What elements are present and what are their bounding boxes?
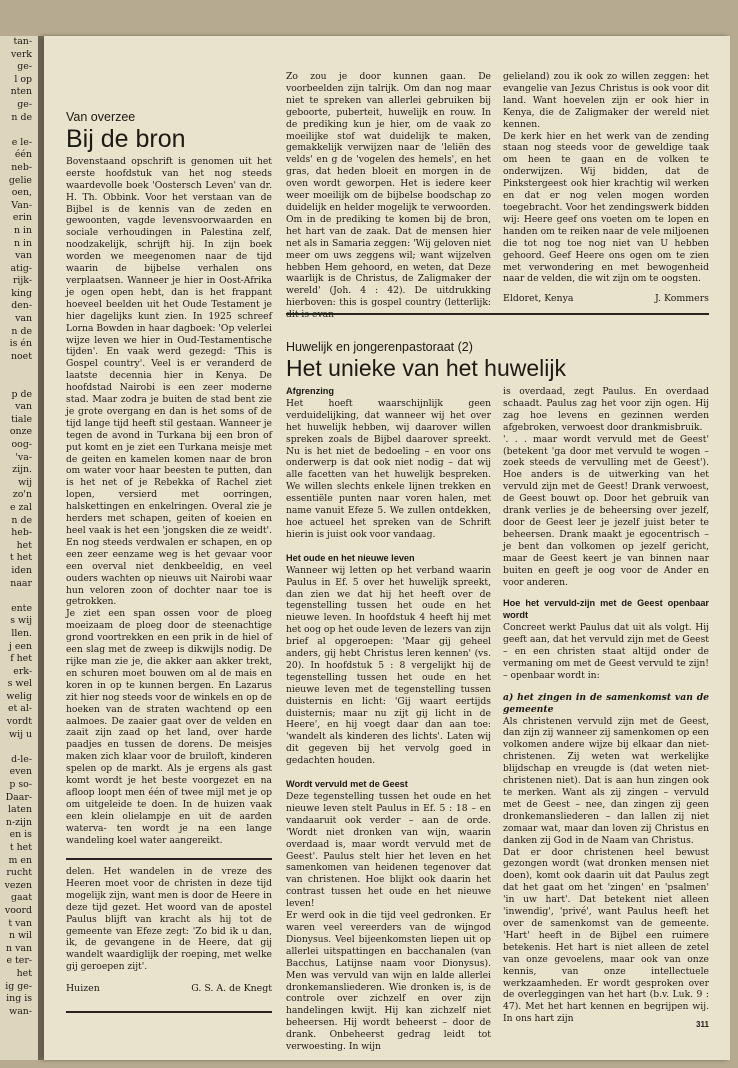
previous-page-fragments xyxy=(0,36,38,1018)
signature-author: J. Kommers xyxy=(654,293,709,305)
previous-page-fragment: n in xyxy=(13,237,32,249)
previous-page-fragment: den- xyxy=(11,300,32,312)
article2-paragraph-1: Het hoeft waarschijnlijk geen verduidelijking, dat wanneer wij het over het huwelijk hebben, wij daarover willen spreken zoals de Bijbel daarover spreekt. Nu is het niet de bedoeling – en voor ons onderwerp is dat ook niet nodig – dat wij alle facetten van het huwelijk bespreken. We willen slechts enkele lijnen trekken en essentiële punten naar voren halen, met name vanuit Efeze 5. We zullen ontdekken, hoe actueel het spreken van de Schrift hierin is juist ook voor vandaag. xyxy=(286,397,491,540)
previous-page-fragment: tan- xyxy=(13,36,32,47)
previous-page-fragment: l op xyxy=(14,73,32,85)
article1-column-2 xyxy=(286,71,491,321)
column1-bottom-rule xyxy=(66,1011,272,1013)
subheading-vervuld-geest: Wordt vervuld met de Geest xyxy=(286,779,408,790)
article2-column-1 xyxy=(286,386,491,1053)
page-number: 311 xyxy=(696,1020,709,1029)
previous-page-fragment: iden xyxy=(11,564,32,576)
article2-paragraph-4: Er werd ook in die tijd veel gedronken. Er waren veel vereerders van de wijngod Dionysus. Veel bijeenkomsten liepen uit op allerlei uitspattingen en bacchanalen (van Bacchus, Latijnse naam voor Dionysus). Men was vervuld van wijn en lalde allerlei dronkemansliederen. Wie dronken is, is de controle over zichzelf en over zijn handelingen kwijt. Hij kan zichzelf niet beheersen. Hij wordt beheerst – door de drank. Onbeheerst gedrag leidt tot verwoesting. In wijn xyxy=(286,910,491,1053)
previous-page-fragment: rucht xyxy=(6,867,32,879)
previous-page-fragment: wan- xyxy=(9,1005,32,1017)
previous-page-fragment: het xyxy=(16,539,32,551)
previous-page-fragment: t het xyxy=(9,552,32,564)
previous-page-fragment: e le- xyxy=(11,136,32,148)
previous-page-fragment: m en xyxy=(8,854,32,866)
article2-paragraph-5: is overdaad, zegt Paulus. En overdaad schaadt. Paulus zag het voor zijn ogen. Hij zag hoe levens en gezinnen werden afgebroken, verwoest door drankmisbruik. xyxy=(503,386,709,433)
previous-page-fragment xyxy=(0,741,38,754)
article1-separator xyxy=(66,858,272,860)
previous-page-fragment: ente xyxy=(11,602,32,614)
previous-page-fragment: t van xyxy=(8,917,32,929)
subheading-afgrenzing: Afgrenzing xyxy=(286,386,334,396)
article2-header xyxy=(286,340,709,384)
previous-page-fragment: erk- xyxy=(13,665,32,677)
previous-page-fragment: neb- xyxy=(11,161,32,173)
previous-page-fragment: j een xyxy=(8,640,32,652)
previous-page-fragment: oog- xyxy=(11,439,32,450)
article2-paragraph-2: Wanneer wij letten op het verband waarin Paulus in Ef. 5 over het huwelijk spreekt, dan zien we dat hij het heeft over de tegenstelling tussen het oude en het nieuwe leven. In hoofdstuk 4 heeft hij met het oog op het oude leven de lezers van zijn brief al opgeroepen: 'Maar gij geheel anders, gij hebt Christus leren kennen' (vs. 20). In hoofdstuk 5 : 8 vergelijkt hij de tegenstelling tussen het oude en het nieuwe leven met de tegenstelling tussen duisternis en licht: 'Gij waart eertijds duisternis; maar nu zijt gij licht in de Heere', en hij voegt daar dan aan toe: 'wandelt als kinderen des lichts'. Laten wij dit gegeven bij het vervolg goed in gedachten houden. xyxy=(286,564,491,767)
previous-page-fragment: s wel xyxy=(7,678,32,690)
previous-page-fragment: et al- xyxy=(7,703,32,715)
article2-kicker: Huwelijk en jongerenpastoraat (2) xyxy=(286,340,473,354)
previous-page-fragment: onze xyxy=(9,426,32,438)
previous-page-fragment: is én xyxy=(9,338,32,350)
previous-page-fragment: king xyxy=(11,287,32,299)
previous-page-fragment: Daar- xyxy=(5,791,32,803)
previous-page-fragment: gelie xyxy=(8,174,32,186)
article1-title: Bij de bron xyxy=(66,124,186,153)
previous-page-fragment: Van- xyxy=(11,199,32,211)
previous-page-fragment: vezen xyxy=(4,879,32,891)
previous-page-fragment: n van xyxy=(6,942,32,954)
previous-page-fragment: van xyxy=(15,250,32,262)
article1-paragraph-2: Je ziet een span ossen voor de ploeg moeizaam de ploeg door de steenachtige grond voortrekken en een prik in de hiel of een slag met de zweep is dikwijls nodig. De rijke man zie je, die akker aan akker trekt, en schuren moet bouwen om al de mais en koren in op te kunnen bergen. En Lazarus zit hier nog steeds voor de winkels en op de hoeken van de straten wachtend op een aalmoes. De zaaier gaat over de velden en zaait zijn zaad op het land, over harde paadjes en tussen de dorens. De meisjes maken zich klaar voor de bruiloft, kinderen spelen op de markt. Als je ergens als gast komt wordt je het beste voorgezet en na afloop loopt men één of twee mijl met je op om uitgeleide te doen. In de huizen vaak een klein olielampje en uit de aarden waterva- ten wordt je na een lange wandeling koel water aangereikt. xyxy=(66,608,272,846)
previous-article-end xyxy=(66,866,272,995)
article1-column-3 xyxy=(503,71,709,305)
subheading-zingen: a) het zingen in de samenkomst van de gemeente xyxy=(503,691,709,715)
previous-page-fragment: d-le- xyxy=(11,753,32,765)
article-separator-rule xyxy=(286,313,709,315)
previous-page-fragment: e ter- xyxy=(6,955,32,967)
article1-paragraph-1: Bovenstaand opschrift is genomen uit het eerste hoofdstuk van het nog steeds waardevolle boek 'Oostersch Leven' van dr. H. Th. Obbink. Voor het verstaan van de Bijbel is de kennis van de zeden en gewoonten, vagde levensvoorwaarden en sociale verhoudingen in Palestina zelf, noodzakelijk, schrijft hij. In zijn boek worden we meegenomen naar de tijd waarin de bijbelse verhalen ons verplaatsen. Wanneer je hier in Oost-Afrika je ogen open hebt, dan is het frappant hoeveel beelden uit het Oude Testament je hier dagelijks kunt zien. In 1925 schreef Lorna Bowden in haar dagboek: 'Op velerlei wijze leven we hier in Oud-Testamentische tijden'. En vaak werd gezegd: 'This is Gospel country'. Veel is er veranderd de laatste decennia hier in Kenya. De hoofdstad Nairobi is een zeer moderne stad. Maar zodra je buiten de stad bent zie je grote overgang en dan is het soms of de tijd lange tijd heeft stil gestaan. Wanneer je tegen de avond in Turkana bij een bron of put komt en je ziet een Turkana meisje met de geiten en kamelen komen naar de bron om water voor haar beesten te putten, dan is het net of je Rebekka of Rachel ziet lopen, versierd met oorringen, halskettingen en enkelringen. Overal zie je herders met schapen, geiten of koeien en heel vaak is het een 'jongsken die ze weidt'. En nog steeds verdwalen er schapen, en op een zeer eenzame weg is het gevaar voor een overval niet denkbeeldig, en veel ouders wachten op nieuws uit Nairobi waar hun veloren zoon of dochter naar toe is getrokken. xyxy=(66,155,272,608)
article2-paragraph-6: '. . . maar wordt vervuld met de Geest' (betekent 'ga door met vervuld te wogen – zoek steeds de vervulling met de Geest'). Hoe anders is de uitwerking van het vervuld zijn met de Geest! Drank verwoest, de Geest bouwt op. Door het gebruik van drank verlies je de beheersing over jezelf, door de Geest leer je jezelf juist beter te beheersen. Drank maakt je egocentrisch – je bent dan volkomen op jezelf gericht, maar de Geest keert je van binnen naar buiten en geeft je oog voor de Ander en voor anderen. xyxy=(503,433,709,588)
previous-page-fragment: n de xyxy=(11,325,32,337)
signature-author: G. S. A. de Knegt xyxy=(191,983,272,995)
article1-paragraph-5: De kerk hier en het werk van de zending staan nog steeds voor de geweldige taak om heen te gaan en de volken te onderwijzen. Wij bidden, dat de Pinkstergeest ook hier krachtig wil werken en dat er nog velen mogen worden toegebracht. Voor het zendingswerk bidden wij: Heere geef ons voeten om te lopen en handen om te reiken naar de vele miljoenen die tot nog toe nog niet van U hebben gehoord. Geef Heere ons ogen om te zien met verwondering en met bewogenheid naar de velden, die wit zijn om te oogsten. xyxy=(503,130,709,285)
previous-page-fragment: zijn. xyxy=(12,464,32,476)
article2-paragraph-3: Deze tegenstelling tussen het oude en het nieuwe leven stelt Paulus in Ef. 5 : 18 – en vandaaruit ook verder – aan de orde. 'Wordt niet dronken van wijn, waarin overdaad is, maar wordt vervuld met de Geest'. Paulus stelt hier het leven en het samenkomen van heidenen tegenover dat van christenen. Hoe blijkt ook daarin het contrast tussen het oude en het nieuwe leven! xyxy=(286,791,491,910)
previous-page-fragment: heb- xyxy=(11,527,32,539)
subheading-oude-nieuwe-leven: Het oude en het nieuwe leven xyxy=(286,552,415,563)
previous-page-fragment: laten xyxy=(8,804,32,816)
previous-page-fragment: even xyxy=(9,766,32,778)
previous-page-fragment: van xyxy=(15,401,32,413)
previous-page-fragment: oen, xyxy=(11,187,32,199)
previous-page-fragment: n in xyxy=(13,224,32,236)
previous-page-fragment: 'va- xyxy=(15,451,32,463)
previous-page-fragment: ge- xyxy=(17,61,32,73)
article1-column xyxy=(66,112,272,846)
previous-page-fragment: tiale xyxy=(11,413,32,425)
previous-page-fragment: wij u xyxy=(9,728,32,740)
signature-place: Eldoret, Kenya xyxy=(503,293,574,305)
previous-page-fragment: één xyxy=(14,149,32,161)
previous-page-fragment: f het xyxy=(10,653,32,665)
article1-signature xyxy=(503,293,709,305)
previous-page-fragment: rijk- xyxy=(12,275,32,287)
article1-kicker: Van overzee xyxy=(66,110,136,124)
article2-title: Het unieke van het huwelijk xyxy=(286,355,566,381)
previous-page-fragment: n-zijn xyxy=(5,816,32,828)
previous-page-fragment: en is xyxy=(9,829,32,841)
previous-page-fragment: noet xyxy=(11,350,32,362)
previous-page-fragment: zo'n xyxy=(12,489,32,501)
previous-article-continuation: delen. Het wandelen in de vreze des Heeren moet voor de christen in deze tijd mogelijk zijn, want men is door de Heere in deze tijd gezet. Het woord van de apostel Paulus blijft van kracht als hij tot de gemeente van Efeze zegt: 'Zo bid ik u dan, ik, de gevangene in de Heere, dat gij wandelt waardiglijk der roeping, met welke gij geroepen zijt'. xyxy=(66,866,272,973)
previous-page-fragment: atig- xyxy=(10,262,32,274)
previous-page-fragment: vordt xyxy=(6,716,32,728)
previous-page-fragment: wij xyxy=(18,476,32,488)
previous-page-fragment: ge- xyxy=(17,98,32,110)
previous-page-fragment: n de xyxy=(11,111,32,123)
previous-page-fragment: n wil xyxy=(8,930,32,942)
previous-page-fragment: voord xyxy=(4,904,32,916)
previous-page-fragment: s wij xyxy=(10,615,32,627)
previous-page-fragment xyxy=(0,124,38,137)
previous-page-fragment: het xyxy=(16,967,32,979)
previous-page-fragment: t het xyxy=(9,842,32,853)
article2-column-2 xyxy=(503,386,709,1025)
previous-page-fragment: p so- xyxy=(9,779,32,791)
article1-paragraph-4: gelieland) zou ik ook zo willen zeggen: het evangelie van Jezus Christus is ook voor dit land. Want hoevelen zijn er ook hier in Kenya, die de Zaligmaker der wereld niet kennen. xyxy=(503,71,709,130)
subheading-openbaar: Hoe het vervuld-zijn met de Geest openbaar wordt xyxy=(503,598,709,621)
previous-page-fragment: verk xyxy=(10,48,32,60)
article2-paragraph-7: Concreet werkt Paulus dat uit als volgt. Hij geeft aan, dat het vervuld zijn met de Geest – en een christen staat altijd onder de vermaning om met de Geest vervuld te zijn! – openbaar wordt in: xyxy=(503,622,709,681)
previous-page-fragment: p de xyxy=(11,388,32,400)
previous-page-edge xyxy=(0,36,38,1060)
article2-paragraph-9: Dat er door christenen heel bewust gezongen wordt (wat dronken mensen niet doen), komt ook daarin uit dat Paulus zegt dat het gaat om het 'zingen' en 'psalmen' 'in uw hart'. Dat betekent niet alleen 'inwendig', 'privé', want Paulus heeft het over de samenkomst van de gemeente. 'Hart' heeft in de Bijbel een ruimere betekenis. Het hart is niet alleen de zetel van onze gevoelens, maar ook van onze kennis, van onze intellectuele werkzaamheden. Er wordt gesproken over de overleggingen van het hart (b.v. Luk. 9 : 47). Met het hart kennen en begrijpen wij. In ons hart zijn xyxy=(503,846,709,1025)
previous-page-fragment: naar xyxy=(10,577,32,589)
signature-place: Huizen xyxy=(66,983,100,995)
previous-page-fragment: ig ge- xyxy=(5,980,32,992)
previous-page-fragment xyxy=(0,376,38,389)
previous-page-fragment: gaat xyxy=(11,892,32,904)
previous-page-fragment: n de xyxy=(11,514,32,526)
previous-page-fragment: e zal xyxy=(9,501,32,513)
article2-paragraph-8: Als christenen vervuld zijn met de Geest, dan zijn zij wanneer zij samenkomen op een volkomen andere wijze bij elkaar dan niet-christenen. Zij weten wat werkelijke blijdschap en vreugde is (dat weten niet-christenen niet). Dat is aan hun zingen ook te merken. Want als zij zingen – vervuld met de Geest – nee, dan zingen zij geen dronkemansliederen – dan lallen zij niet zomaar wat, maar dan loven zij Christus en danken zij God in de Naam van Christus. xyxy=(503,715,709,846)
previous-page-fragment: erin xyxy=(12,212,32,224)
previous-page-fragment: welig xyxy=(6,690,32,702)
previous-page-fragment: nten xyxy=(10,86,32,98)
previous-page-fragment: van xyxy=(15,313,32,325)
previous-page-fragment xyxy=(0,363,38,376)
article1-paragraph-3: Zo zou je door kunnen gaan. De voorbeelden zijn talrijk. Om dan nog maar niet te spreken van allerlei gebruiken bij geboorte, puberteit, huwelijk en rouw. In de prediking kun je hier, om de vaak zo moeilijke stof wat duidelijk te maken, gemakkelijk verwijzen naar de 'leliën des velds' en g de 'vogelen des hemels', en het gras, dat heden bloeit en morgen in de oven wordt geworpen. Het is iedere keer weer moeilijk om de bijbelse boodschap zo duidelijk en helder mogelijk te verwoorden. Om in de prediking te komen bij de bron, het hart van de zaak. Dat de mensen hier net als in Samaria zeggen: 'Wij geloven niet meer om uws zeggens wil; want wijzelven hebben Hem gehoord, en weten, dat Deze waarlijk is de Christus, de Zaligmaker der wereld' (Joh. 4 : 42). De uitdrukking hierboven: this is gospel country (letterlijk: xyxy=(286,71,491,309)
previous-page-fragment: ing is xyxy=(6,993,32,1005)
previous-article-signature xyxy=(66,983,272,995)
previous-page-fragment: llen. xyxy=(11,627,32,639)
previous-page-fragment xyxy=(0,590,38,603)
